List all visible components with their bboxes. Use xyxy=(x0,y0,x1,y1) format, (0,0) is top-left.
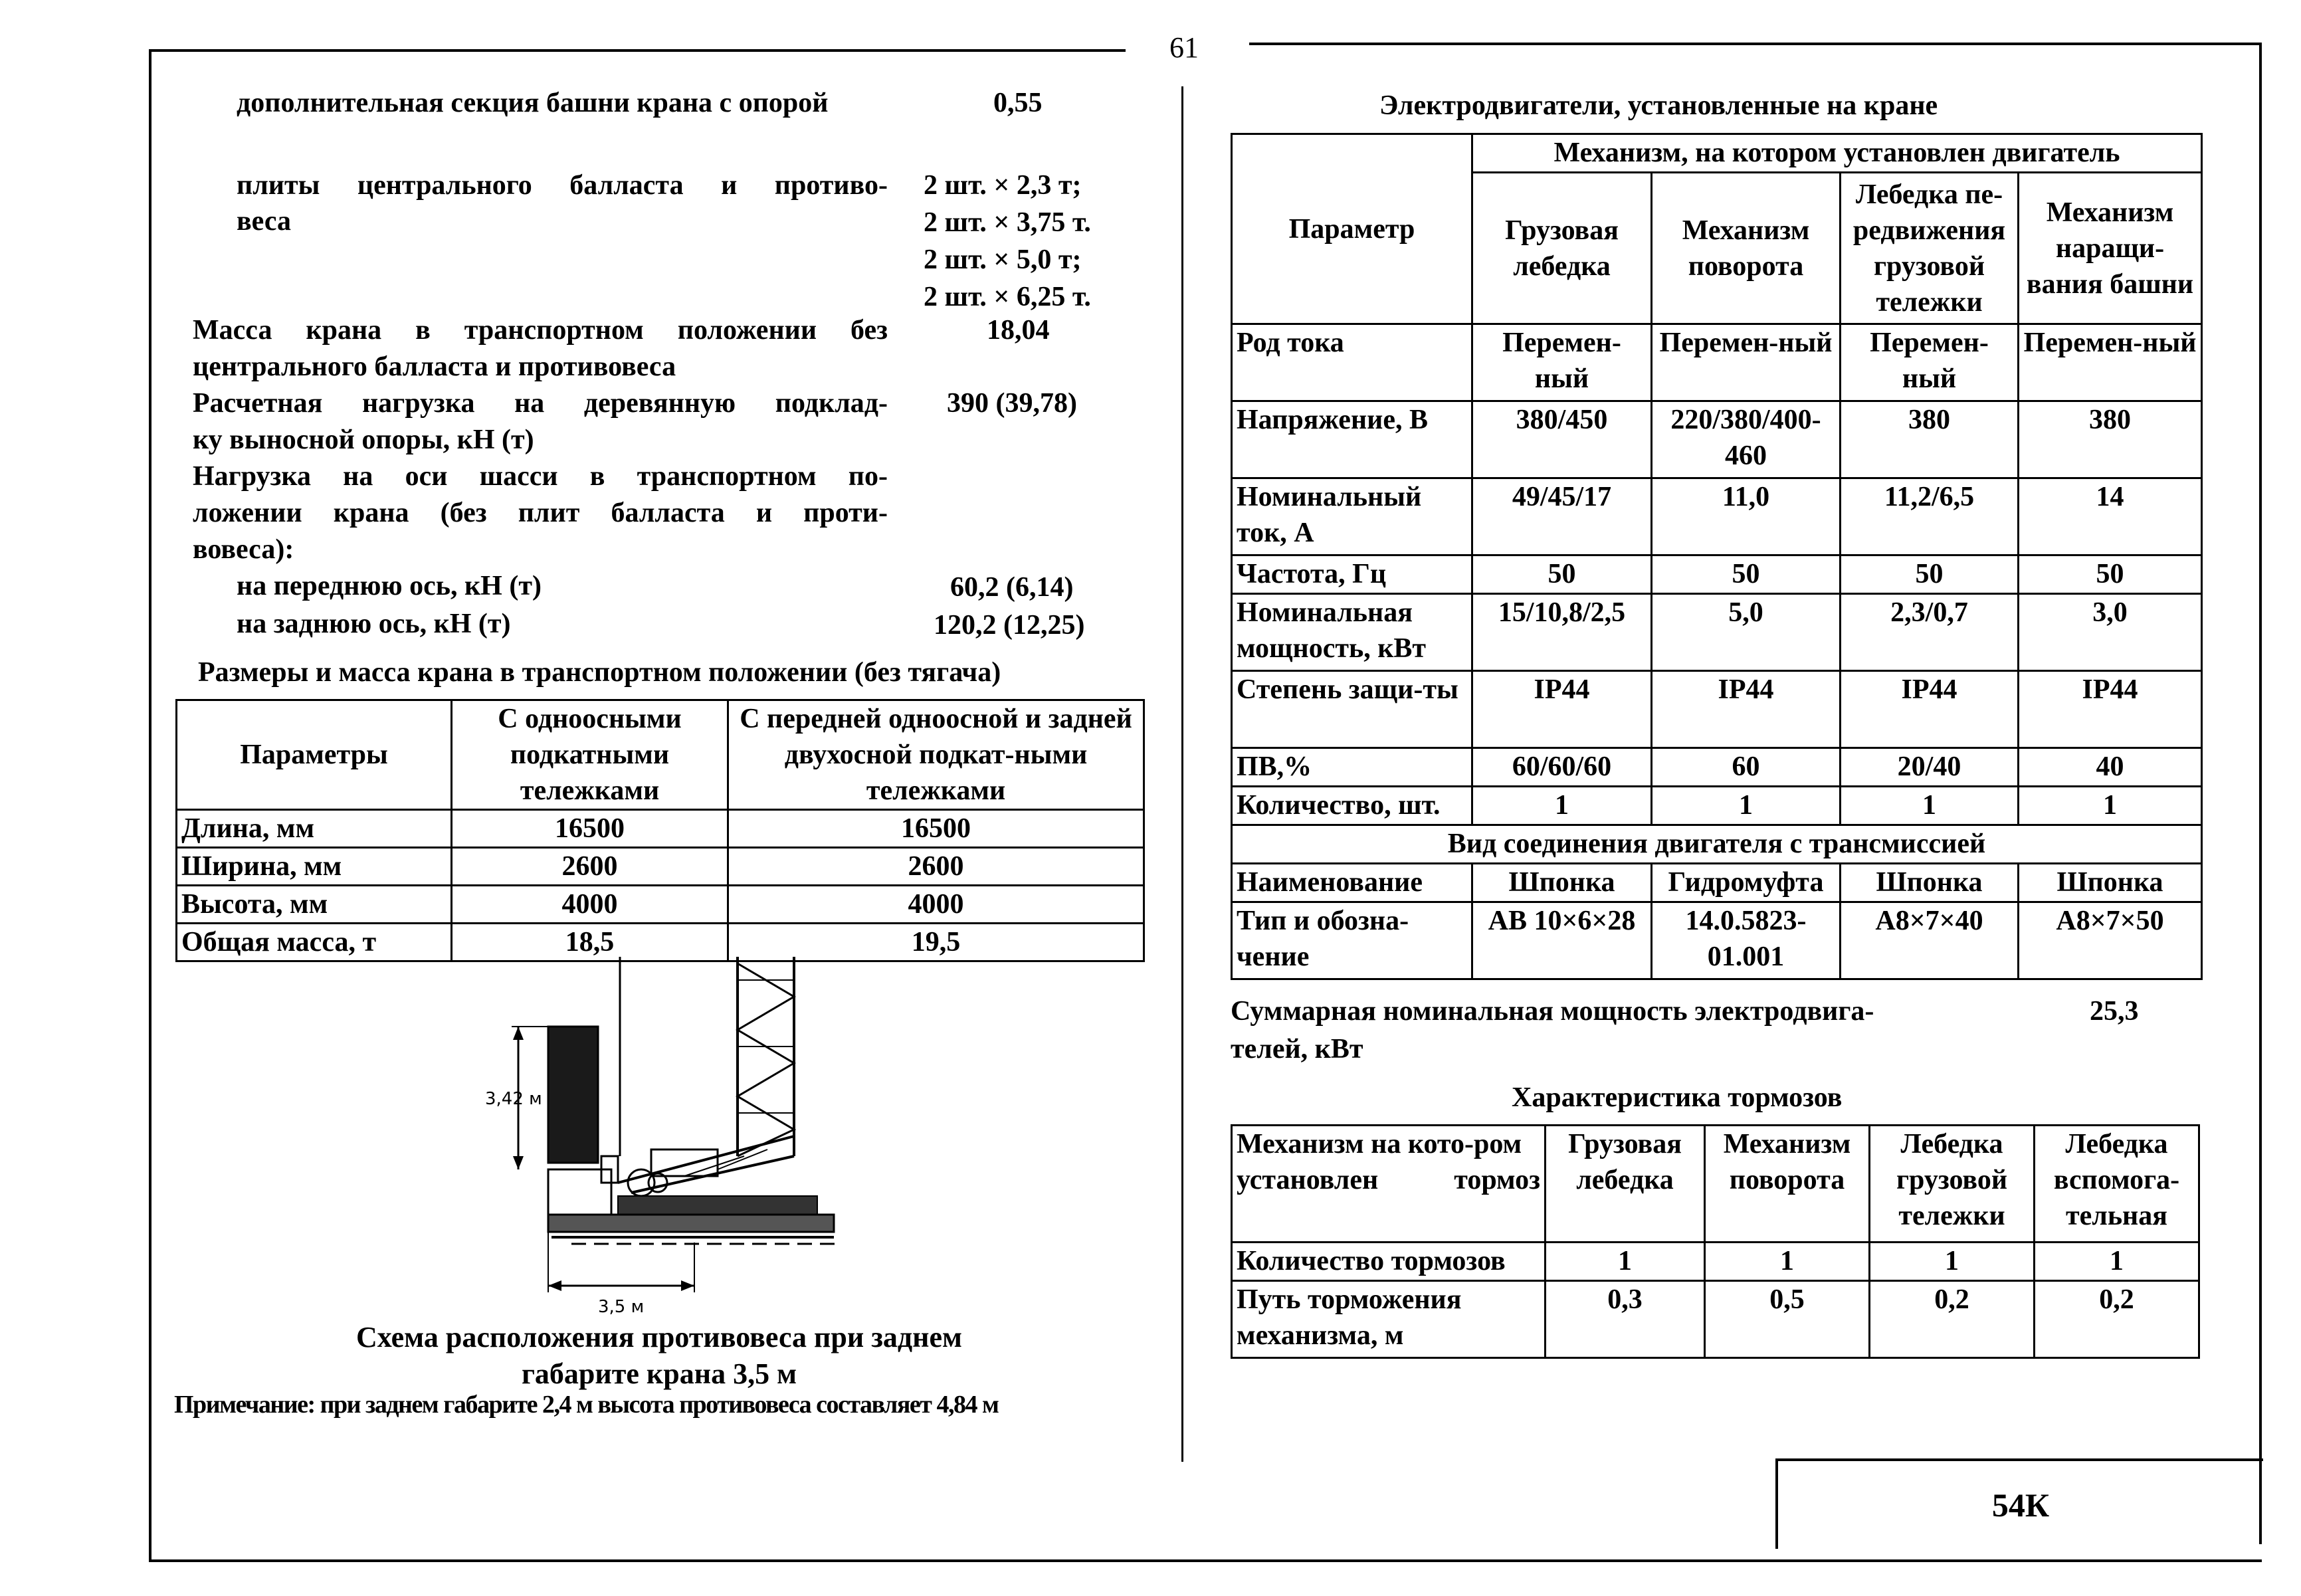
column-divider xyxy=(1181,86,1183,1462)
figure-caption-line1: Схема расположения противовеса при заднем xyxy=(355,1321,963,1353)
ballast-value-1: 2 шт. × 2,3 т; xyxy=(924,170,1082,201)
frame-right xyxy=(2259,43,2262,1544)
dims-table xyxy=(175,699,1145,962)
frame-top-right xyxy=(1249,43,2262,45)
dims-row-value: 2600 xyxy=(728,848,1144,886)
brakes-cell: 1 xyxy=(1870,1243,2035,1281)
motors-header-mech: Грузовая лебедка xyxy=(1472,173,1652,324)
transport-mass-line1: Масса крана в транспортном положении без xyxy=(193,315,888,346)
motors-cell: 5,0 xyxy=(1652,594,1841,671)
motors-cell: 50 xyxy=(2019,555,2202,594)
figure-caption-line2: габарите крана 3,5 м xyxy=(521,1357,797,1390)
motors-cell: 3,0 xyxy=(2019,594,2202,671)
motors-cell: 60 xyxy=(1652,748,1841,787)
dims-row-label: Высота, мм xyxy=(177,886,452,924)
motors-cell: 380 xyxy=(2019,401,2202,478)
motors-table xyxy=(1231,133,2203,980)
pad-load-line2: ку выносной опоры, кН (т) xyxy=(193,425,534,455)
connection-name-cell: Гидромуфта xyxy=(1652,864,1841,902)
ballast-label-line1: плиты центрального балласта и противо- xyxy=(237,170,888,201)
dims-row-label: Общая масса, т xyxy=(177,924,452,961)
total-power-line2: телей, кВт xyxy=(1231,1034,1363,1064)
motors-cell: 1 xyxy=(1472,787,1652,825)
rear-axle-label: на заднюю ось, кН (т) xyxy=(237,609,511,639)
dims-row-label: Длина, мм xyxy=(177,810,452,848)
dims-row-label: Ширина, мм xyxy=(177,848,452,886)
connection-type-cell: 14.0.5823-01.001 xyxy=(1652,902,1841,979)
brakes-cell: 1 xyxy=(1705,1243,1870,1281)
brakes-header-mech: Лебедка вспомога-тельная xyxy=(2035,1126,2199,1243)
ballast-value-4: 2 шт. × 6,25 т. xyxy=(924,282,1091,312)
motors-cell: 15/10,8/2,5 xyxy=(1472,594,1652,671)
connection-name-cell: Шпонка xyxy=(2019,864,2202,902)
motors-row-label: Род тока xyxy=(1232,324,1472,401)
ballast-value-3: 2 шт. × 5,0 т; xyxy=(924,245,1082,275)
motors-cell: Перемен-ный xyxy=(1652,324,1841,401)
dims-row-value: 4000 xyxy=(452,886,728,924)
brakes-cell: 0,2 xyxy=(2035,1281,2199,1358)
dims-header-single: С одноосными подкатными тележками xyxy=(452,700,728,810)
motors-cell: 60/60/60 xyxy=(1472,748,1652,787)
brakes-cell: 1 xyxy=(2035,1243,2199,1281)
frame-bottom xyxy=(149,1559,2262,1562)
connection-type-cell: А8×7×40 xyxy=(1841,902,2019,979)
motors-header-mech: Механизм наращи-вания башни xyxy=(2019,173,2202,324)
motors-cell: 50 xyxy=(1841,555,2019,594)
transport-mass-line2: центрального балласта и противовеса xyxy=(193,351,676,382)
dims-row-value: 4000 xyxy=(728,886,1144,924)
motors-cell: 11,0 xyxy=(1652,478,1841,555)
rear-axle-value: 120,2 (12,25) xyxy=(934,610,1085,641)
dims-row-value: 2600 xyxy=(452,848,728,886)
ballast-value-2: 2 шт. × 3,75 т. xyxy=(924,207,1091,238)
motors-row-label: Степень защи-ты xyxy=(1232,671,1472,748)
motors-row-label: Номинальный ток, А xyxy=(1232,478,1472,555)
brakes-header-label: Механизм на кото-ром установлен тормоз xyxy=(1232,1126,1546,1243)
motors-cell: 11,2/6,5 xyxy=(1841,478,2019,555)
connection-type-label: Тип и обозна-чение xyxy=(1232,902,1472,979)
brakes-row-label: Количество тормозов xyxy=(1232,1243,1546,1281)
motors-cell: 380 xyxy=(1841,401,2019,478)
dims-header-param: Параметры xyxy=(177,700,452,810)
brakes-header-mech: Грузовая лебедка xyxy=(1546,1126,1705,1243)
motors-cell: 50 xyxy=(1652,555,1841,594)
width-dimension-label: 3,5 м xyxy=(598,1297,645,1316)
motors-row-label: Напряжение, В xyxy=(1232,401,1472,478)
total-power-line1: Суммарная номинальная мощность электродвига- xyxy=(1231,996,1874,1027)
front-axle-value: 60,2 (6,14) xyxy=(950,572,1074,603)
motors-row-label: ПВ,% xyxy=(1232,748,1472,787)
brakes-row-label: Путь торможения механизма, м xyxy=(1232,1281,1546,1358)
dims-row-value: 16500 xyxy=(452,810,728,848)
dims-row-value: 19,5 xyxy=(728,924,1144,961)
motors-cell: IP44 xyxy=(1472,671,1652,748)
document-stamp: 54К xyxy=(1775,1458,2263,1549)
connection-name-label: Наименование xyxy=(1232,864,1472,902)
motors-cell: Перемен-ный xyxy=(2019,324,2202,401)
dims-table-title: Размеры и масса крана в транспортном положении (без тягача) xyxy=(198,657,1001,688)
counterweight-diagram xyxy=(465,957,864,1316)
motors-cell: 40 xyxy=(2019,748,2202,787)
connection-type-cell: АВ 10×6×28 xyxy=(1472,902,1652,979)
transport-mass-value: 18,04 xyxy=(987,315,1050,346)
motors-cell: 50 xyxy=(1472,555,1652,594)
frame-left xyxy=(149,49,151,1562)
brakes-cell: 0,3 xyxy=(1546,1281,1705,1358)
connection-name-cell: Шпонка xyxy=(1472,864,1652,902)
figure-note: Примечание: при заднем габарите 2,4 м высота противовеса составляет 4,84 м xyxy=(174,1391,999,1419)
pad-load-value: 390 (39,78) xyxy=(947,388,1077,419)
motors-cell: 220/380/400-460 xyxy=(1652,401,1841,478)
motors-title: Электродвигатели, установленные на кране xyxy=(1379,90,1938,121)
brakes-header-mech: Лебедка грузовой тележки xyxy=(1870,1126,2035,1243)
motors-cell: 1 xyxy=(1652,787,1841,825)
brakes-cell: 0,2 xyxy=(1870,1281,2035,1358)
axle-load-line1: Нагрузка на оси шасси в транспортном по- xyxy=(193,461,888,492)
height-dimension-label: 3,42 м xyxy=(485,1089,542,1109)
page-number: 61 xyxy=(1169,31,1199,64)
brakes-cell: 0,5 xyxy=(1705,1281,1870,1358)
motors-header-param: Параметр xyxy=(1232,134,1472,324)
motors-row-label: Количество, шт. xyxy=(1232,787,1472,825)
motors-cell: 2,3/0,7 xyxy=(1841,594,2019,671)
motors-cell: 14 xyxy=(2019,478,2202,555)
motors-cell: IP44 xyxy=(1652,671,1841,748)
motors-cell: 380/450 xyxy=(1472,401,1652,478)
total-power-value: 25,3 xyxy=(2090,996,2139,1027)
motors-cell: Перемен-ный xyxy=(1841,324,2019,401)
pad-load-line1: Расчетная нагрузка на деревянную подклад- xyxy=(193,388,888,419)
motors-header-group: Механизм, на котором установлен двигатель xyxy=(1472,134,2202,173)
motors-cell: 1 xyxy=(2019,787,2202,825)
connection-header: Вид соединения двигателя с трансмиссией xyxy=(1232,825,2202,864)
extra-section-value: 0,55 xyxy=(993,88,1043,118)
motors-header-mech: Лебедка пе-редвижения грузовой тележки xyxy=(1841,173,2019,324)
extra-section-label: дополнительная секция башни крана с опорой xyxy=(237,88,829,118)
axle-load-line2: ложении крана (без плит балласта и проти- xyxy=(193,498,888,528)
motors-cell: IP44 xyxy=(2019,671,2202,748)
counterweight-block xyxy=(548,1027,598,1163)
connection-name-cell: Шпонка xyxy=(1841,864,2019,902)
dims-header-double: С передней одноосной и задней двухосной подкат-ными тележками xyxy=(728,700,1144,810)
brakes-header-mech: Механизм поворота xyxy=(1705,1126,1870,1243)
dims-row-value: 18,5 xyxy=(452,924,728,961)
motors-cell: Перемен-ный xyxy=(1472,324,1652,401)
motors-cell: 1 xyxy=(1841,787,2019,825)
axle-load-line3: вовеса): xyxy=(193,534,294,565)
motors-cell: 20/40 xyxy=(1841,748,2019,787)
ballast-label-line2: веса xyxy=(237,206,291,237)
motors-row-label: Номинальная мощность, кВт xyxy=(1232,594,1472,671)
brakes-title: Характеристика тормозов xyxy=(1512,1082,1843,1113)
connection-type-cell: А8×7×50 xyxy=(2019,902,2202,979)
motors-row-label: Частота, Гц xyxy=(1232,555,1472,594)
frame-top-left xyxy=(149,49,1126,52)
motors-cell: 49/45/17 xyxy=(1472,478,1652,555)
brakes-cell: 1 xyxy=(1546,1243,1705,1281)
brakes-table xyxy=(1231,1124,2200,1359)
front-axle-label: на переднюю ось, кН (т) xyxy=(237,571,542,601)
motors-cell: IP44 xyxy=(1841,671,2019,748)
motors-header-mech: Механизм поворота xyxy=(1652,173,1841,324)
dims-row-value: 16500 xyxy=(728,810,1144,848)
